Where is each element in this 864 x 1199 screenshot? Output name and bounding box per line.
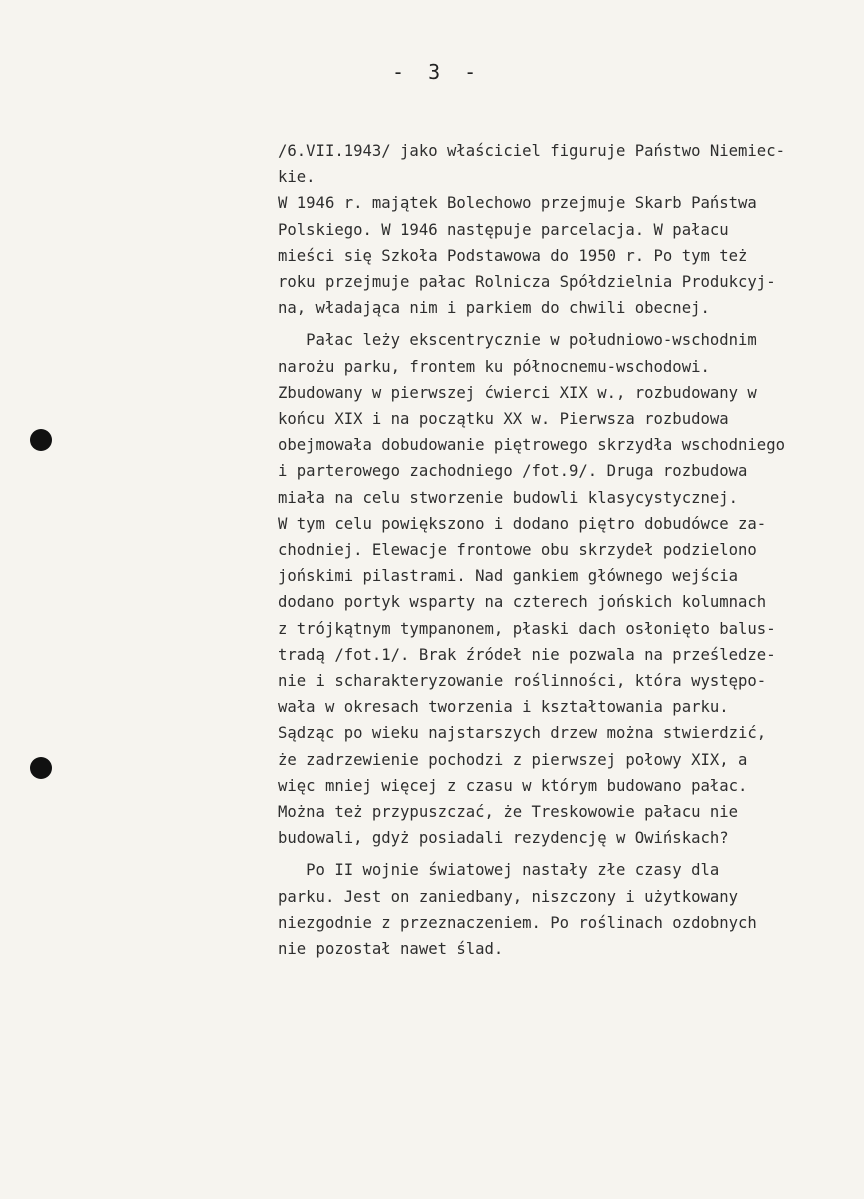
text-line: budowali, gdyż posiadali rezydencję w Owińskach? <box>278 829 729 848</box>
text-line: chodniej. Elewacje frontowe obu skrzydeł podzielono <box>278 541 757 560</box>
text-line: więc mniej więcej z czasu w którym budowano pałac. <box>278 776 748 795</box>
text-line: W tym celu powiększono i dodano piętro dobudówce za- <box>278 514 767 533</box>
text-line: tradą /fot.1/. Brak źródeł nie pozwala na prześledze- <box>278 645 776 664</box>
punch-hole-bottom <box>30 757 52 779</box>
text-line: Polskiego. W 1946 następuje parcelacja. W pałacu <box>278 220 729 239</box>
body-text <box>278 138 858 962</box>
text-line: że zadrzewienie pochodzi z pierwszej połowy XIX, a <box>278 750 748 769</box>
text-line: W 1946 r. majątek Bolechowo przejmuje Skarb Państwa <box>278 194 757 213</box>
text-line: parku. Jest on zaniedbany, niszczony i użytkowany <box>278 887 739 906</box>
text-line: dodano portyk wsparty na czterech jońskich kolumnach <box>278 593 767 612</box>
text-line: i parterowego zachodniego /fot.9/. Druga rozbudowa <box>278 462 748 481</box>
text-line: miała na celu stworzenie budowli klasycystycznej. <box>278 488 739 507</box>
text-line: roku przejmuje pałac Rolnicza Spółdzielnia Produkcyj- <box>278 273 776 292</box>
text-line: nie i scharakteryzowanie roślinności, która występo- <box>278 672 767 691</box>
text-line: /6.VII.1943/ jako właściciel figuruje Państwo Niemiec- <box>278 142 785 160</box>
text-line: jońskimi pilastrami. Nad gankiem głównego wejścia <box>278 567 739 586</box>
text-line: końcu XIX i na początku XX w. Pierwsza rozbudowa <box>278 410 729 429</box>
text-line: niezgodnie z przeznaczeniem. Po roślinach ozdobnych <box>278 913 757 932</box>
text-line: obejmowała dobudowanie piętrowego skrzydła wschodniego <box>278 436 785 455</box>
paragraph-3 <box>278 857 858 962</box>
text-line: Po II wojnie światowej nastały złe czasy dla <box>278 861 720 880</box>
punch-hole-top <box>30 429 52 451</box>
text-line: wała w okresach tworzenia i kształtowania parku. <box>278 698 729 717</box>
paragraph-1 <box>278 138 858 321</box>
text-line: Można też przypuszczać, że Treskowowie pałacu nie <box>278 803 739 822</box>
page-number: - 3 - <box>392 60 483 84</box>
text-line: nie pozostał nawet ślad. <box>278 940 504 959</box>
text-line: narożu parku, frontem ku północnemu-wschodowi. <box>278 357 710 376</box>
text-line: Pałac leży ekscentrycznie w południowo-wschodnim <box>278 331 757 350</box>
paragraph-2 <box>278 327 858 851</box>
text-line: kie. <box>278 168 316 187</box>
text-line: mieści się Szkoła Podstawowa do 1950 r. Po tym też <box>278 246 748 265</box>
text-line: Sądząc po wieku najstarszych drzew można stwierdzić, <box>278 724 767 743</box>
text-line: Zbudowany w pierwszej ćwierci XIX w., rozbudowany w <box>278 383 757 402</box>
text-line: z trójkątnym tympanonem, płaski dach osłonięto balus- <box>278 619 776 638</box>
text-line: na, władająca nim i parkiem do chwili obecnej. <box>278 299 710 318</box>
